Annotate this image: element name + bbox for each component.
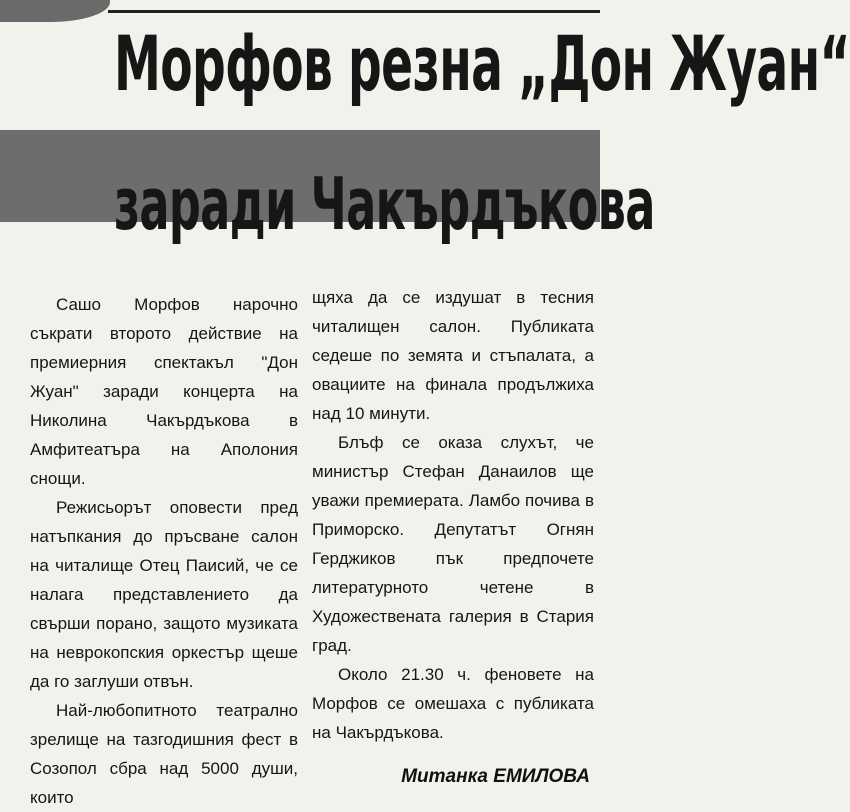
article-column-left: [30, 290, 298, 812]
article-paragraph: Най-любопитното театрално зрелище на тазгодишния фест в Созопол сбра над 5000 души, които: [30, 701, 298, 807]
article-paragraph: Около 21.30 ч. феновете на Морфов се омешаха с публиката на Чакърдъкова.: [312, 665, 594, 742]
article-paragraph: щяха да се издушат в тесния читалищен салон. Публиката седеше по земята и стъпалата, а овациите на финала продължиха над 10 минути.: [312, 288, 594, 423]
headline-line-1: Морфов резна „Дон Жуан“: [114, 19, 850, 108]
article-column-right: [312, 283, 594, 747]
author-byline: Митанка ЕМИЛОВА: [401, 766, 590, 787]
top-rule: [108, 10, 600, 13]
article-paragraph: Блъф се оказа слухът, че министър Стефан Данаилов ще уважи премиерата. Ламбо почива в Приморско. Депутатът Огнян Герджиков пък предпочете литературното четене в Художествената галерия в Стария град.: [312, 433, 594, 655]
article-paragraph: Сашо Морфов нарочно съкрати второто действие на премиерния спектакъл "Дон Жуан" заради концерта на Николина Чакърдъкова в Амфитеатъра на Аполония снощи.: [30, 295, 298, 488]
corner-graphic: [0, 0, 110, 22]
headline: [0, 19, 850, 288]
headline-line-2: заради Чакърдъкова: [114, 162, 655, 246]
article-paragraph: Режисьорът оповести пред натъпкания до пръсване салон на читалище Отец Паисий, че се налага представлението да свърши порано, защото музиката на неврокопския оркестър щеше да го заглуши отвън.: [30, 498, 298, 691]
